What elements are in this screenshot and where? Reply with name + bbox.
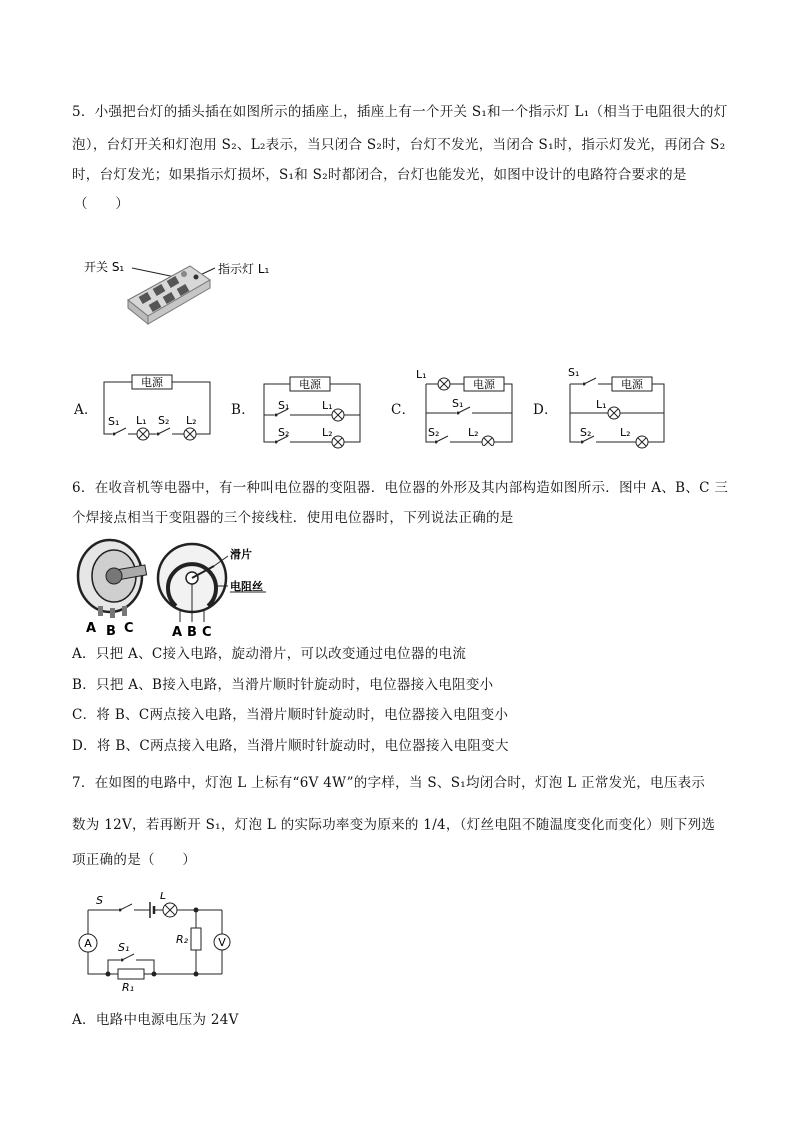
- resistance-wire-label: 电阻丝: [230, 580, 263, 593]
- label-r2: R₂: [176, 933, 189, 946]
- label-r1: R₁: [122, 981, 135, 992]
- q7-circuit: [74, 892, 244, 992]
- pin-c-label-1: C: [124, 621, 134, 636]
- q5-line-2: 泡），台灯开关和灯泡用 S₂、L₂表示，当只闭合 S₂时，台灯不发光，当闭合 S₁时，指示灯发光，再闭合 S₂: [72, 137, 726, 153]
- q6-option-b: B．只把 A、B接入电路，当滑片顺时针旋动时，电位器接入电阻变小: [72, 677, 494, 693]
- power-source-label: 电源: [621, 378, 643, 391]
- potentiometer-figure: [72, 532, 272, 638]
- label-s1: S₁: [452, 397, 464, 410]
- potentiometer-interior-icon: [158, 544, 226, 622]
- circuit-a: [98, 372, 218, 444]
- socket-switch-label: 开关 S₁: [84, 260, 125, 274]
- label-l2: L₂: [468, 426, 479, 439]
- q5-line-3: 时，台灯发光；如果指示灯损坏，S₁和 S₂时都闭合，台灯也能发光，如图中设计的电路符合要求的是: [72, 167, 687, 183]
- label-l2: L₂: [322, 426, 333, 439]
- circuit-d: [562, 364, 672, 452]
- label-l2: L₂: [620, 426, 631, 439]
- q7-line-2: 数为 12V，若再断开 S₁，灯泡 L 的实际功率变为原来的 1/4，（灯丝电阻不随温度变化而变化）则下列选: [72, 817, 716, 833]
- label-s: S: [96, 894, 103, 907]
- power-source-label: 电源: [141, 376, 163, 389]
- q7-option-a: A．电路中电源电压为 24V: [72, 1012, 239, 1028]
- power-source-label: 电源: [299, 378, 321, 391]
- label-s1: S₁: [108, 415, 120, 428]
- label-l1: L₁: [416, 368, 427, 381]
- q6-option-c: C．将 B、C两点接入电路，当滑片顺时针旋动时，电位器接入电阻变小: [72, 707, 509, 723]
- q7-line-3: 项正确的是（ ）: [72, 852, 197, 868]
- q6-option-d: D．将 B、C两点接入电路，当滑片顺时针旋动时，电位器接入电阻变大: [72, 738, 509, 754]
- slider-label: 滑片: [230, 548, 252, 561]
- pin-b-label-2: B: [187, 625, 197, 638]
- label-s1: S₁: [118, 941, 130, 954]
- voltmeter-icon: V: [218, 936, 226, 949]
- power-strip-icon: [128, 266, 210, 324]
- label-s2: S₂: [428, 426, 440, 439]
- pin-a-label-1: A: [86, 621, 97, 636]
- pin-a-label-2: A: [172, 625, 183, 638]
- q5-option-b: B．: [231, 402, 256, 418]
- socket-lamp-label: 指示灯 L₁: [218, 262, 270, 276]
- label-l1: L₁: [596, 398, 607, 411]
- q6-option-a: A．只把 A、C接入电路，旋动滑片，可以改变通过电位器的电流: [72, 646, 467, 662]
- label-l1: L₁: [136, 414, 147, 427]
- q6-line-1: 6．在收音机等电器中，有一种叫电位器的变阻器．电位器的外形及其内部构造如图所示．图中 A、B、C 三: [72, 480, 729, 496]
- power-strip-figure: [80, 252, 300, 332]
- label-s1: S₁: [278, 399, 290, 412]
- label-s2: S₂: [158, 414, 170, 427]
- label-l1: L₁: [322, 399, 333, 412]
- pin-c-label-2: C: [202, 625, 212, 638]
- ammeter-icon: A: [84, 937, 92, 950]
- label-s1: S₁: [568, 366, 580, 379]
- q5-answer-paren: （ ）: [74, 196, 130, 212]
- q5-line-1: 5．小强把台灯的插头插在如图所示的插座上，插座上有一个开关 S₁和一个指示灯 L₁（相当于电阻很大的灯: [72, 104, 728, 120]
- q5-option-c: C．: [391, 402, 416, 418]
- label-s2: S₂: [580, 426, 592, 439]
- power-source-label: 电源: [473, 378, 495, 391]
- label-l2: L₂: [186, 414, 197, 427]
- q6-line-2: 个焊接点相当于变阻器的三个接线柱．使用电位器时，下列说法正确的是: [72, 510, 514, 526]
- label-s2: S₂: [278, 426, 290, 439]
- potentiometer-exterior-icon: [78, 540, 147, 618]
- q7-line-1: 7．在如图的电路中，灯泡 L 上标有“6V 4W”的字样，当 S、S₁均闭合时，灯泡 L 正常发光，电压表示: [72, 775, 706, 791]
- pin-b-label-1: B: [106, 624, 116, 638]
- label-l: L: [160, 892, 167, 902]
- circuit-c: [412, 366, 522, 446]
- q5-option-a: A．: [74, 402, 98, 418]
- q5-option-d: D．: [533, 402, 558, 418]
- circuit-b: [258, 372, 368, 452]
